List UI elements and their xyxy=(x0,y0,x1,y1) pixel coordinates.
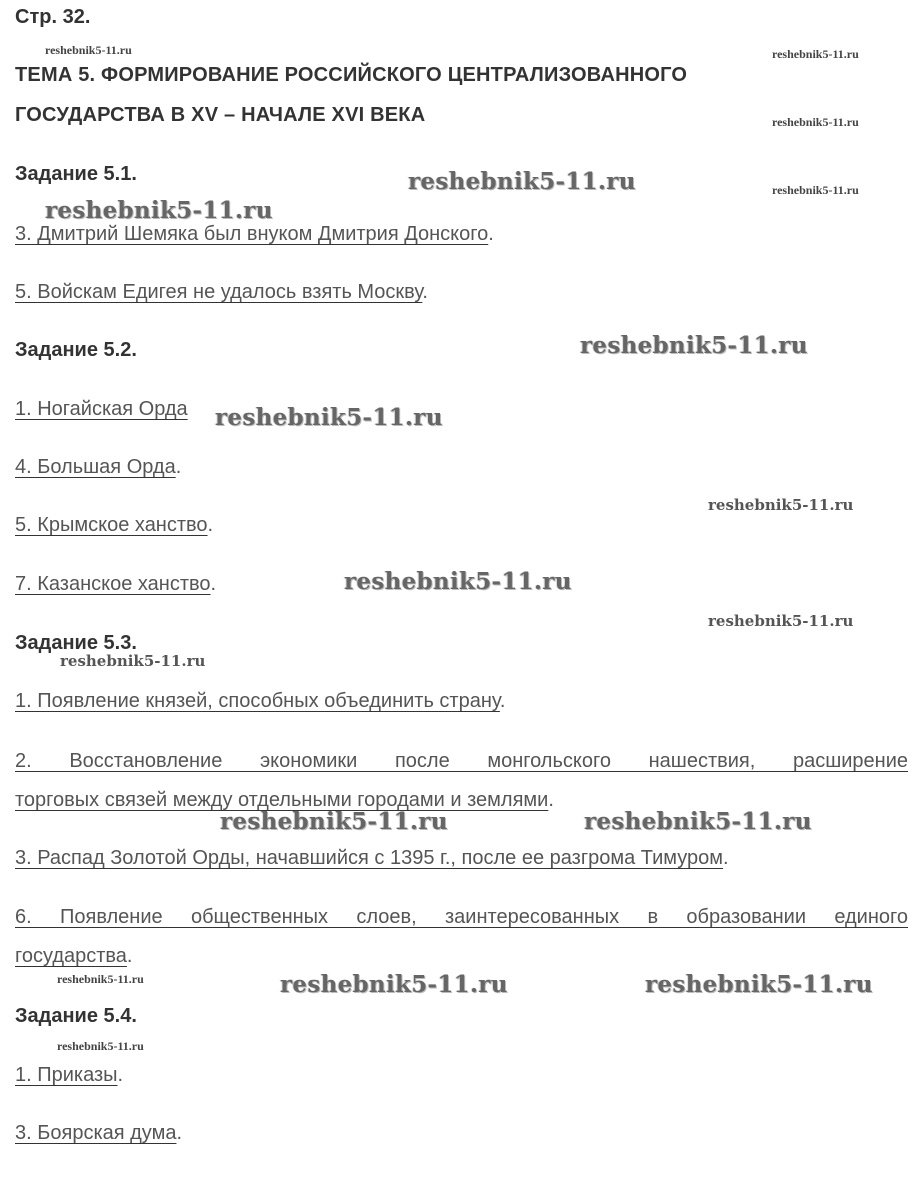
answer-item: 4. Большая Орда. xyxy=(15,456,182,478)
watermark: reshebnik5-11.ru xyxy=(408,168,636,195)
watermark: reshebnik5-11.ru xyxy=(708,612,854,630)
watermark: reshebnik5-11.ru xyxy=(60,652,206,670)
task-5-4-title: Задание 5.4. xyxy=(15,1005,137,1027)
topic-title-line-2: ГОСУДАРСТВА В XV – НАЧАЛЕ XVI ВЕКА xyxy=(15,104,426,126)
task-5-1-title: Задание 5.1. xyxy=(15,163,137,185)
watermark: reshebnik5-11.ru xyxy=(580,332,808,359)
watermark: reshebnik5-11.ru xyxy=(772,183,859,197)
topic-title-line-1: ТЕМА 5. ФОРМИРОВАНИЕ РОССИЙСКОГО ЦЕНТРАЛИЗОВАННОГО xyxy=(15,64,688,86)
answer-item-line-1: 6. Появление общественных слоев, заинтересованных в образовании единого xyxy=(15,906,908,928)
watermark: reshebnik5-11.ru xyxy=(645,971,873,998)
answer-item-line-2: торговых связей между отдельными городами и землями. xyxy=(15,789,554,811)
answer-item: 3. Боярская дума. xyxy=(15,1122,183,1144)
answer-item-line-2: государства. xyxy=(15,945,133,967)
watermark: reshebnik5-11.ru xyxy=(772,115,859,129)
watermark: reshebnik5-11.ru xyxy=(280,971,508,998)
watermark: reshebnik5-11.ru xyxy=(45,197,273,224)
watermark: reshebnik5-11.ru xyxy=(220,808,448,835)
answer-item: 7. Казанское ханство. xyxy=(15,573,217,595)
answer-item: 3. Дмитрий Шемяка был внуком Дмитрия Донского. xyxy=(15,223,494,245)
watermark: reshebnik5-11.ru xyxy=(344,568,572,595)
watermark: reshebnik5-11.ru xyxy=(708,496,854,514)
watermark: reshebnik5-11.ru xyxy=(57,1039,144,1053)
task-5-3-title: Задание 5.3. xyxy=(15,632,137,654)
page-number: Стр. 32. xyxy=(15,6,91,28)
task-5-2-title: Задание 5.2. xyxy=(15,339,137,361)
answer-item: 1. Приказы. xyxy=(15,1064,124,1086)
watermark: reshebnik5-11.ru xyxy=(57,972,144,986)
watermark: reshebnik5-11.ru xyxy=(772,47,859,61)
watermark: reshebnik5-11.ru xyxy=(584,808,812,835)
answer-item: 5. Крымское ханство. xyxy=(15,514,214,536)
answer-item: 1. Ногайская Орда xyxy=(15,398,188,420)
answer-item: 3. Распад Золотой Орды, начавшийся с 1395 г., после ее разгрома Тимуром. xyxy=(15,847,729,869)
watermark: reshebnik5-11.ru xyxy=(215,404,443,431)
watermark: reshebnik5-11.ru xyxy=(45,43,132,57)
answer-item-line-1: 2. Восстановление экономики после монгольского нашествия, расширение xyxy=(15,750,908,772)
answer-item: 1. Появление князей, способных объединить страну. xyxy=(15,690,506,712)
answer-item: 5. Войскам Едигея не удалось взять Москву. xyxy=(15,281,428,303)
